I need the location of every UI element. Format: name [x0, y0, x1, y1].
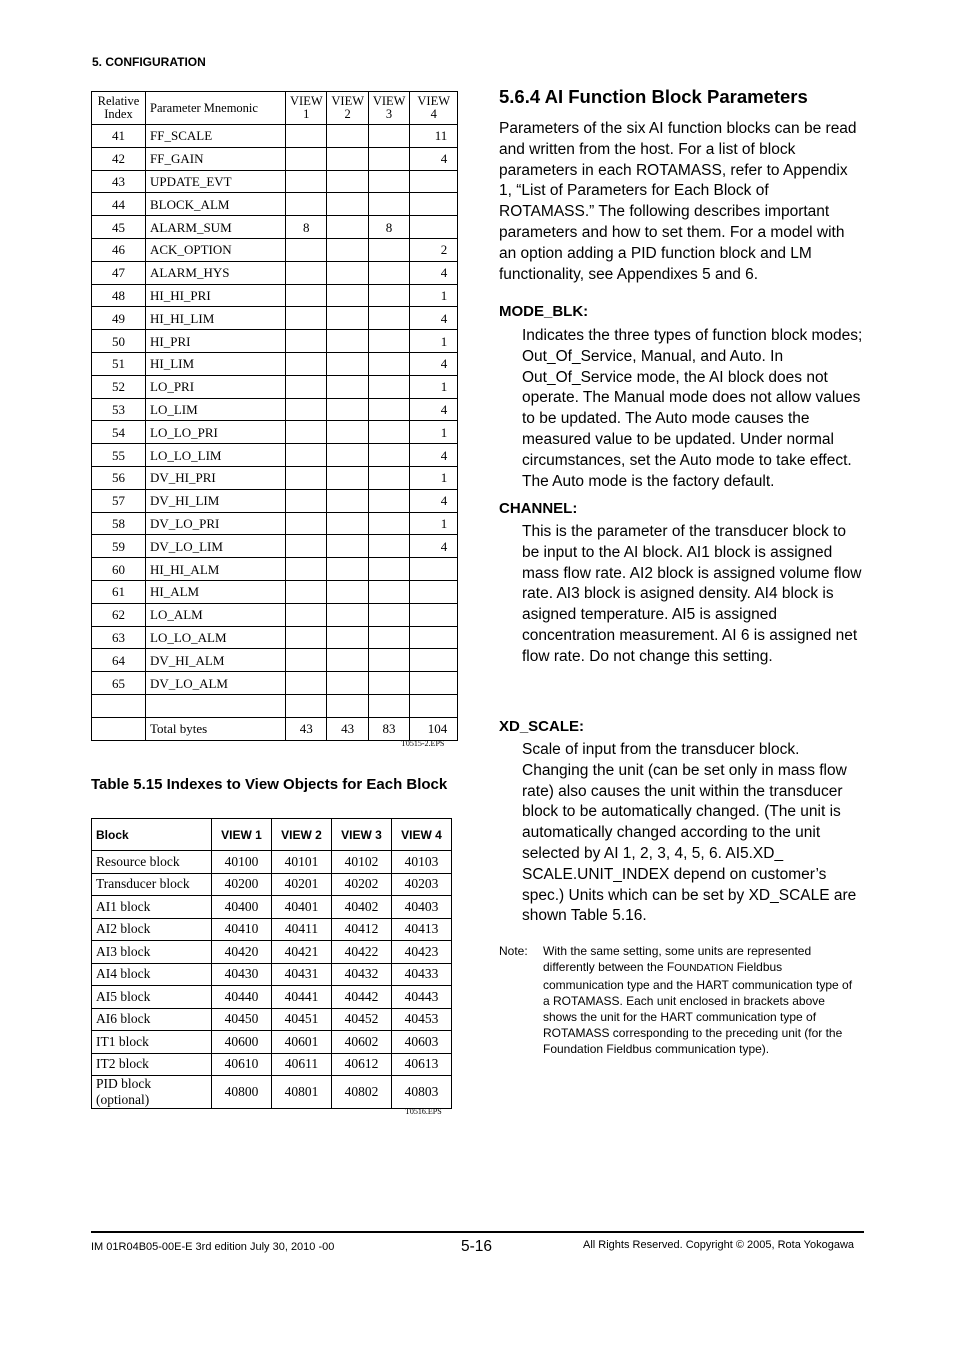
- table-cell: [327, 307, 368, 330]
- table-cell: HI_HI_ALM: [146, 558, 286, 581]
- table-row: [92, 963, 452, 986]
- table-cell: 4: [410, 444, 458, 467]
- table-cell: [286, 330, 327, 353]
- table-row: [92, 375, 458, 398]
- table-cell: 43: [286, 717, 327, 740]
- table-cell: [286, 512, 327, 535]
- table-cell: PID block (optional): [92, 1076, 212, 1109]
- xd-scale-text: Scale of input from the transducer block. Changing the unit (can be set only in mass flow rate) also causes the unit within the transducer block to be automatically changed. (The unit is automatically changed according to the unit selected by AI 1, 2, 3, 4, 5, 6. AI5.XD_ SCALE.UNIT_INDEX depend on customer’s spec.) Units which can be set by XD_SCALE are shown Table 5.16.: [522, 741, 857, 925]
- table-cell: 52: [92, 375, 146, 398]
- table-cell: 47: [92, 261, 146, 284]
- table-cell: 55: [92, 444, 146, 467]
- note-text: With the same setting, some units are represented differently between the FOUNDATION Fieldbus communication type and the HART communication type of a ROTAMASS. Each unit enclosed in brackets above shows the unit for the HART communication type of ROTAMASS corresponding to the preceding unit (for the Foundation Fieldbus communication type).: [543, 944, 853, 1056]
- table-cell: [327, 375, 368, 398]
- section-label: 5. CONFIGURATION: [92, 55, 206, 69]
- table-cell: DV_HI_ALM: [146, 649, 286, 672]
- table-cell: [286, 398, 327, 421]
- table-cell: 40411: [272, 918, 332, 941]
- table-cell: [327, 694, 368, 717]
- table-cell: [286, 261, 327, 284]
- table-cell: AI3 block: [92, 941, 212, 964]
- table-cell: 40603: [392, 1031, 452, 1054]
- table-cell: [368, 330, 409, 353]
- table-cell: AI4 block: [92, 963, 212, 986]
- table-cell: 49: [92, 307, 146, 330]
- table-row: [92, 558, 458, 581]
- table-cell: ALARM_SUM: [146, 216, 286, 239]
- table-cell: 40431: [272, 963, 332, 986]
- table-cell: [368, 238, 409, 261]
- table-cell: [368, 193, 409, 216]
- col-header: VIEW 1: [286, 92, 327, 125]
- table-cell: 40800: [212, 1076, 272, 1109]
- table-cell: [286, 558, 327, 581]
- table-cell: 1: [410, 512, 458, 535]
- table-cell: 4: [410, 307, 458, 330]
- table-cell: FF_SCALE: [146, 125, 286, 148]
- table-cell: [286, 649, 327, 672]
- table-cell: HI_PRI: [146, 330, 286, 353]
- table-cell: [368, 626, 409, 649]
- xd-scale-term: XD_SCALE:: [499, 718, 585, 735]
- table-cell: [286, 694, 327, 717]
- table-cell: [410, 193, 458, 216]
- table-row: [92, 444, 458, 467]
- table-cell: [286, 284, 327, 307]
- table-cell: 54: [92, 421, 146, 444]
- table-cell: [327, 261, 368, 284]
- table-cell: IT2 block: [92, 1053, 212, 1076]
- table-cell: DV_LO_ALM: [146, 672, 286, 695]
- table-cell: 50: [92, 330, 146, 353]
- table-cell: 51: [92, 352, 146, 375]
- table-cell: Resource block: [92, 851, 212, 874]
- table-cell: LO_LO_LIM: [146, 444, 286, 467]
- table-cell: 40412: [332, 918, 392, 941]
- table-cell: 40200: [212, 873, 272, 896]
- table-cell: 40801: [272, 1076, 332, 1109]
- channel-term: CHANNEL:: [499, 500, 578, 517]
- table-cell: [146, 694, 286, 717]
- table-cell: 104: [410, 717, 458, 740]
- table-row: [92, 147, 458, 170]
- table-cell: 40802: [332, 1076, 392, 1109]
- table-cell: [368, 261, 409, 284]
- table-cell: Total bytes: [146, 717, 286, 740]
- table-cell: [327, 330, 368, 353]
- table-cell: [368, 284, 409, 307]
- footer-rule: [91, 1231, 864, 1233]
- table-cell: 40803: [392, 1076, 452, 1109]
- table-cell: 40422: [332, 941, 392, 964]
- table-cell: [327, 147, 368, 170]
- footer-copyright: All Rights Reserved. Copyright © 2005, Rota Yokogawa: [583, 1239, 855, 1251]
- table-cell: [368, 512, 409, 535]
- table-cell: 40442: [332, 986, 392, 1009]
- table-cell: [286, 307, 327, 330]
- table-cell: 4: [410, 352, 458, 375]
- table-cell: LO_LO_ALM: [146, 626, 286, 649]
- table-cell: [327, 238, 368, 261]
- table-cell: [410, 580, 458, 603]
- table-cell: 40450: [212, 1008, 272, 1031]
- table-row: [92, 941, 452, 964]
- table-cell: 40440: [212, 986, 272, 1009]
- table-cell: 59: [92, 535, 146, 558]
- table-cell: 40443: [392, 986, 452, 1009]
- table-cell: 40441: [272, 986, 332, 1009]
- table-cell: AI1 block: [92, 896, 212, 919]
- table-cell: [410, 170, 458, 193]
- table-cell: 40201: [272, 873, 332, 896]
- table-cell: [327, 649, 368, 672]
- table-row: [92, 580, 458, 603]
- table-row: [92, 717, 458, 740]
- table-cell: [327, 421, 368, 444]
- col-header: VIEW 4: [392, 819, 452, 851]
- table-cell: [368, 603, 409, 626]
- table-cell: [327, 672, 368, 695]
- table-cell: [410, 694, 458, 717]
- col-header: VIEW 4: [410, 92, 458, 125]
- table-row: [92, 1076, 452, 1109]
- table-cell: [286, 466, 327, 489]
- col-header: Block: [92, 819, 212, 851]
- table-row: [92, 1053, 452, 1076]
- table-cell: [368, 421, 409, 444]
- col-header: VIEW 3: [368, 92, 409, 125]
- intro-paragraph: Parameters of the six AI function blocks can be read and written from the host. For a list of block parameters in each ROTAMASS, refer to Appendix 1, “List of Parameters for Each Block of ROTAMASS.” The following describes important parameters and how to set them. For a model with an option adding a PID function block and LM functionality, see Appendixes 5 and 6.: [499, 120, 857, 283]
- table-cell: [368, 125, 409, 148]
- table-cell: 40101: [272, 851, 332, 874]
- eps-label: T0515-2.EPS: [401, 739, 445, 748]
- table-row: [92, 649, 458, 672]
- view-objects-table: [91, 91, 458, 741]
- table-cell: [327, 125, 368, 148]
- col-header: VIEW 3: [332, 819, 392, 851]
- table-cell: 4: [410, 398, 458, 421]
- table-row: [92, 352, 458, 375]
- table-cell: [327, 603, 368, 626]
- table-cell: [286, 626, 327, 649]
- table-cell: Transducer block: [92, 873, 212, 896]
- table-cell: LO_PRI: [146, 375, 286, 398]
- table-cell: [92, 717, 146, 740]
- table-row: [92, 125, 458, 148]
- table-header-row: [92, 92, 458, 125]
- table-cell: [286, 147, 327, 170]
- table-cell: [327, 170, 368, 193]
- table-cell: 40452: [332, 1008, 392, 1031]
- table-cell: [286, 489, 327, 512]
- table-cell: 40402: [332, 896, 392, 919]
- table-cell: BLOCK_ALM: [146, 193, 286, 216]
- table-row: [92, 421, 458, 444]
- table-cell: [368, 466, 409, 489]
- table-row: [92, 986, 452, 1009]
- table-cell: 1: [410, 284, 458, 307]
- table-cell: LO_LO_PRI: [146, 421, 286, 444]
- table-cell: DV_LO_PRI: [146, 512, 286, 535]
- table-cell: 83: [368, 717, 409, 740]
- table-cell: 40613: [392, 1053, 452, 1076]
- col-header: Parameter Mnemonic: [146, 92, 286, 125]
- table-row: [92, 851, 452, 874]
- table-cell: 1: [410, 421, 458, 444]
- table-cell: [327, 284, 368, 307]
- table-cell: [327, 558, 368, 581]
- table-cell: [368, 535, 409, 558]
- table-cell: [286, 352, 327, 375]
- table-cell: 63: [92, 626, 146, 649]
- table-cell: 40413: [392, 918, 452, 941]
- table-row: [92, 512, 458, 535]
- table-cell: 40602: [332, 1031, 392, 1054]
- table-cell: [286, 444, 327, 467]
- table-cell: [286, 535, 327, 558]
- table-cell: [368, 649, 409, 672]
- table-cell: [327, 216, 368, 239]
- table-row: [92, 873, 452, 896]
- table-cell: [327, 580, 368, 603]
- table-row: [92, 672, 458, 695]
- table-cell: [410, 626, 458, 649]
- table-cell: [410, 649, 458, 672]
- table-cell: [327, 626, 368, 649]
- table-cell: 46: [92, 238, 146, 261]
- table-cell: HI_HI_PRI: [146, 284, 286, 307]
- table-cell: 40420: [212, 941, 272, 964]
- table-cell: 40600: [212, 1031, 272, 1054]
- table-cell: 11: [410, 125, 458, 148]
- table-cell: 40433: [392, 963, 452, 986]
- table-cell: [92, 694, 146, 717]
- table-cell: [286, 170, 327, 193]
- table-cell: 40102: [332, 851, 392, 874]
- table-cell: 40410: [212, 918, 272, 941]
- table-row: [92, 261, 458, 284]
- table-cell: 60: [92, 558, 146, 581]
- table-cell: 41: [92, 125, 146, 148]
- table-caption: Table 5.15 Indexes to View Objects for Each Block: [91, 776, 448, 793]
- table-cell: AI5 block: [92, 986, 212, 1009]
- table-cell: [327, 535, 368, 558]
- table-cell: 40100: [212, 851, 272, 874]
- table-cell: [368, 580, 409, 603]
- table-cell: 57: [92, 489, 146, 512]
- table-cell: [327, 444, 368, 467]
- table-cell: 40453: [392, 1008, 452, 1031]
- table-cell: 1: [410, 330, 458, 353]
- table-row: [92, 284, 458, 307]
- table-cell: UPDATE_EVT: [146, 170, 286, 193]
- table-cell: 40202: [332, 873, 392, 896]
- table-row: [92, 330, 458, 353]
- table-cell: 4: [410, 535, 458, 558]
- mode-blk-text: Indicates the three types of function block modes; Out_Of_Service, Manual, and Auto. In Out_Of_Service mode, the AI block does not operate. The Manual mode does not allow values to be updated. The Auto mode causes the measured value to be updated. Under normal circumstances, set the Auto mode to take effect. The Auto mode is the factory default.: [522, 327, 863, 490]
- table-cell: [368, 489, 409, 512]
- col-header: VIEW 2: [272, 819, 332, 851]
- table-row: [92, 694, 458, 717]
- table-cell: 40430: [212, 963, 272, 986]
- table-row: [92, 238, 458, 261]
- table-cell: [327, 352, 368, 375]
- table-cell: 8: [286, 216, 327, 239]
- table-cell: AI2 block: [92, 918, 212, 941]
- table-cell: 4: [410, 147, 458, 170]
- table-cell: 40612: [332, 1053, 392, 1076]
- table-cell: [327, 193, 368, 216]
- table-cell: 42: [92, 147, 146, 170]
- table-row: [92, 307, 458, 330]
- table-cell: ALARM_HYS: [146, 261, 286, 284]
- table-cell: DV_HI_PRI: [146, 466, 286, 489]
- table-cell: 61: [92, 580, 146, 603]
- table-cell: 40401: [272, 896, 332, 919]
- table-row: [92, 398, 458, 421]
- table-cell: DV_HI_LIM: [146, 489, 286, 512]
- table-cell: [368, 398, 409, 421]
- table-cell: [286, 125, 327, 148]
- table-cell: [286, 238, 327, 261]
- table-cell: 56: [92, 466, 146, 489]
- table-cell: 40601: [272, 1031, 332, 1054]
- table-cell: HI_LIM: [146, 352, 286, 375]
- table-cell: [368, 375, 409, 398]
- table-cell: 4: [410, 261, 458, 284]
- table-cell: [286, 193, 327, 216]
- table-row: [92, 535, 458, 558]
- table-cell: [368, 170, 409, 193]
- table-cell: [327, 466, 368, 489]
- table-cell: 40103: [392, 851, 452, 874]
- table-cell: 58: [92, 512, 146, 535]
- table-cell: [327, 512, 368, 535]
- table-cell: 48: [92, 284, 146, 307]
- table-cell: [327, 398, 368, 421]
- table-cell: [410, 558, 458, 581]
- table-cell: 8: [368, 216, 409, 239]
- col-header: VIEW 2: [327, 92, 368, 125]
- table-cell: 40403: [392, 896, 452, 919]
- table-cell: [368, 672, 409, 695]
- table-row: [92, 466, 458, 489]
- table-cell: AI6 block: [92, 1008, 212, 1031]
- footer-document-id: IM 01R04B05-00E-E 3rd edition July 30, 2010 -00: [91, 1241, 335, 1253]
- table-cell: [286, 580, 327, 603]
- table-row: [92, 216, 458, 239]
- channel-text: This is the parameter of the transducer block to be input to the AI block. AI1 block is assigned mass flow rate. AI2 block is assigned volume flow rate. AI3 block is asigned density. AI4 block is asigned temperature. AI5 is assigned concentration measurement. AI 6 is assigned net flow rate. Do not change this setting.: [522, 523, 862, 665]
- table-cell: 40203: [392, 873, 452, 896]
- table-row: [92, 170, 458, 193]
- table-cell: 40610: [212, 1053, 272, 1076]
- mode-blk-term: MODE_BLK:: [499, 303, 589, 320]
- table-cell: ACK_OPTION: [146, 238, 286, 261]
- table-cell: 1: [410, 466, 458, 489]
- table-cell: 64: [92, 649, 146, 672]
- table-cell: [410, 672, 458, 695]
- eps-label: T0516.EPS: [405, 1107, 442, 1116]
- table-cell: 53: [92, 398, 146, 421]
- table-cell: [368, 352, 409, 375]
- table-cell: 1: [410, 375, 458, 398]
- table-header-row: [92, 819, 452, 851]
- table-cell: [286, 672, 327, 695]
- table-cell: [327, 489, 368, 512]
- table-cell: 40611: [272, 1053, 332, 1076]
- table-cell: 62: [92, 603, 146, 626]
- table-cell: [286, 421, 327, 444]
- table-row: [92, 489, 458, 512]
- table-cell: DV_LO_LIM: [146, 535, 286, 558]
- table-cell: 40421: [272, 941, 332, 964]
- table-cell: HI_ALM: [146, 580, 286, 603]
- page-number: 5-16: [461, 1238, 493, 1255]
- table-row: [92, 896, 452, 919]
- table-cell: 2: [410, 238, 458, 261]
- table-cell: HI_HI_LIM: [146, 307, 286, 330]
- table-cell: 45: [92, 216, 146, 239]
- table-row: [92, 1031, 452, 1054]
- table-cell: [410, 603, 458, 626]
- table-cell: IT1 block: [92, 1031, 212, 1054]
- table-row: [92, 626, 458, 649]
- table-cell: 40400: [212, 896, 272, 919]
- table-cell: 40432: [332, 963, 392, 986]
- table-cell: 44: [92, 193, 146, 216]
- table-cell: [286, 375, 327, 398]
- table-cell: [368, 307, 409, 330]
- table-cell: [368, 558, 409, 581]
- table-cell: [410, 216, 458, 239]
- table-row: [92, 918, 452, 941]
- table-cell: 40451: [272, 1008, 332, 1031]
- table-cell: 43: [327, 717, 368, 740]
- table-cell: [286, 603, 327, 626]
- col-header: VIEW 1: [212, 819, 272, 851]
- table-cell: [368, 694, 409, 717]
- table-cell: 43: [92, 170, 146, 193]
- table-cell: 65: [92, 672, 146, 695]
- table-row: [92, 603, 458, 626]
- table-cell: LO_ALM: [146, 603, 286, 626]
- table-cell: FF_GAIN: [146, 147, 286, 170]
- table-cell: 40423: [392, 941, 452, 964]
- section-heading: 5.6.4 AI Function Block Parameters: [499, 86, 808, 107]
- note-label: Note:: [499, 944, 528, 958]
- table-row: [92, 193, 458, 216]
- col-header: Relative Index: [92, 92, 146, 125]
- table-cell: LO_LIM: [146, 398, 286, 421]
- table-cell: 4: [410, 489, 458, 512]
- table-cell: [368, 444, 409, 467]
- table-row: [92, 1008, 452, 1031]
- table-cell: [368, 147, 409, 170]
- block-index-table: [91, 818, 452, 1109]
